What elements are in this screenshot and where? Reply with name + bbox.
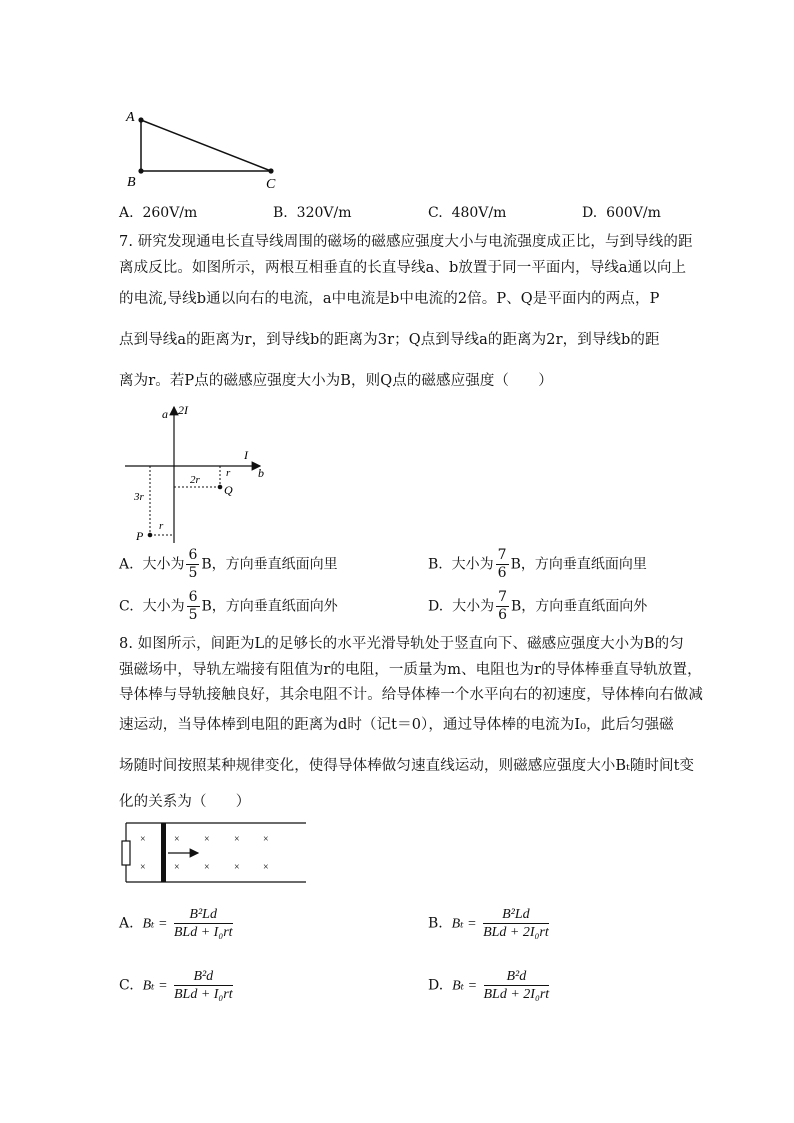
q7-option-c[interactable] xyxy=(119,589,338,624)
q7-option-a[interactable] xyxy=(119,547,338,582)
q8-option-c[interactable] xyxy=(119,968,235,1003)
cross: × xyxy=(140,834,146,845)
q8-line-1: 8. 如图所示，间距为L的足够长的水平光滑导轨处于竖直向下、磁感应强度大小为B的匀 xyxy=(119,636,684,652)
label-b: b xyxy=(258,466,264,480)
numerator: B²Ld xyxy=(174,906,233,924)
option-letter: A. xyxy=(119,205,134,221)
q7-line-3: 的电流,导线b通以向右的电流，a中电流是b中电流的2倍。P、Q是平面内的两点，P xyxy=(119,291,660,307)
option-prefix: 大小为 xyxy=(142,598,185,615)
option-letter: D. xyxy=(428,598,444,615)
denominator: 6 xyxy=(498,607,508,623)
option-letter: B. xyxy=(273,205,288,221)
denominator: BLd + 2I₀rt xyxy=(483,925,549,940)
cross: × xyxy=(174,834,180,845)
label-a: A xyxy=(126,110,135,125)
formula-lhs: Bₜ = xyxy=(452,978,478,994)
option-prefix: 大小为 xyxy=(451,556,494,573)
denominator: 5 xyxy=(188,607,198,623)
formula-lhs: Bₜ = xyxy=(142,978,168,994)
cross: × xyxy=(234,834,240,845)
cross: × xyxy=(234,862,240,873)
q8-line-4: 速运动，当导体棒到电阻的距离为d时（记t＝0），通过导体棒的电流为I₀，此后匀强磁 xyxy=(119,717,674,733)
label-p: P xyxy=(136,529,144,543)
numerator: 7 xyxy=(498,589,508,605)
cross: × xyxy=(204,862,210,873)
label-3r: 3r xyxy=(134,491,144,503)
denominator: 5 xyxy=(188,565,198,581)
fraction xyxy=(174,906,233,941)
q8-option-d[interactable] xyxy=(428,968,551,1003)
q8-line-2: 强磁场中，导轨左端接有阻值为r的电阻，一质量为m、电阻也为r的导体棒垂直导轨放置， xyxy=(119,662,702,678)
option-prefix: 大小为 xyxy=(452,598,495,615)
formula-lhs: Bₜ = xyxy=(142,916,168,932)
q7-line-5: 离为r。若P点的磁感应强度大小为B，则Q点的磁感应强度（ ） xyxy=(119,373,553,389)
numerator: B²d xyxy=(174,968,233,986)
q8-option-a[interactable] xyxy=(119,906,235,941)
formula-lhs: Bₜ = xyxy=(451,916,477,932)
option-letter: D. xyxy=(428,977,444,994)
label-r-bottom: r xyxy=(159,520,164,532)
fraction xyxy=(174,968,233,1003)
fraction xyxy=(496,589,509,624)
fraction xyxy=(484,968,550,1003)
option-suffix: B，方向垂直纸面向外 xyxy=(201,598,338,615)
denominator: BLd + I₀rt xyxy=(173,987,233,1002)
option-text: 480V/m xyxy=(451,205,507,221)
q6-option-c[interactable] xyxy=(428,205,506,221)
fraction xyxy=(186,547,199,582)
option-text: 600V/m xyxy=(606,205,661,221)
wires-figure xyxy=(120,400,280,550)
fraction xyxy=(483,906,549,941)
numerator: B²Ld xyxy=(483,906,549,924)
fraction xyxy=(496,547,509,582)
label-c: C xyxy=(266,177,276,192)
cross: × xyxy=(174,862,180,873)
label-i: I xyxy=(244,448,248,462)
numerator: 7 xyxy=(497,547,507,563)
q8-line-3: 导体棒与导轨接触良好，其余电阻不计。给导体棒一个水平向右的初速度，导体棒向右做减 xyxy=(119,687,703,703)
rail-figure xyxy=(118,818,314,890)
option-prefix: 大小为 xyxy=(142,556,185,573)
numerator: 6 xyxy=(188,547,198,563)
option-letter: C. xyxy=(428,205,443,221)
option-text: 320V/m xyxy=(296,205,352,221)
denominator: BLd + I₀rt xyxy=(173,925,233,940)
q6-option-d[interactable] xyxy=(582,205,661,221)
q7-line-2: 离成反比。如图所示，两根互相垂直的长直导线a、b放置于同一平面内，导线a通以向上 xyxy=(119,260,687,276)
label-q: Q xyxy=(224,483,233,497)
q7-line-4: 点到导线a的距离为r，到导线b的距离为3r；Q点到导线a的距离为2r，到导线b的距 xyxy=(119,332,660,348)
fraction xyxy=(187,589,200,624)
q8-option-b[interactable] xyxy=(428,906,551,941)
option-letter: B. xyxy=(428,556,443,573)
numerator: B²d xyxy=(484,968,550,986)
cross: × xyxy=(263,834,269,845)
q7-line-1: 7. 研究发现通电长直导线周围的磁场的磁感应强度大小与电流强度成正比，与到导线的距 xyxy=(119,234,693,250)
option-letter: C. xyxy=(119,977,134,994)
q8-line-5: 场随时间按照某种规律变化，使得导体棒做匀速直线运动，则磁感应强度大小Bₜ随时间t变 xyxy=(119,758,695,774)
option-letter: C. xyxy=(119,598,134,615)
cross: × xyxy=(204,834,210,845)
label-b: B xyxy=(127,175,136,190)
label-r-top: r xyxy=(226,467,231,479)
cross: × xyxy=(140,862,146,873)
option-suffix: B，方向垂直纸面向外 xyxy=(511,598,648,615)
cross: × xyxy=(263,862,269,873)
q7-option-b[interactable] xyxy=(428,547,647,582)
option-suffix: B，方向垂直纸面向里 xyxy=(510,556,647,573)
triangle-abc-figure xyxy=(110,105,310,195)
option-text: 260V/m xyxy=(142,205,198,221)
denominator: 6 xyxy=(497,565,507,581)
q8-line-6: 化的关系为（ ） xyxy=(119,794,251,810)
q7-option-d[interactable] xyxy=(428,589,647,624)
q6-option-a[interactable] xyxy=(119,205,197,221)
option-suffix: B，方向垂直纸面向里 xyxy=(201,556,338,573)
numerator: 6 xyxy=(188,589,198,605)
option-letter: D. xyxy=(582,205,598,221)
option-letter: A. xyxy=(119,915,134,932)
denominator: BLd + 2I₀rt xyxy=(483,987,550,1002)
label-a: a xyxy=(162,407,168,421)
option-letter: A. xyxy=(119,556,134,573)
label-2r: 2r xyxy=(190,474,200,486)
label-2i: 2I xyxy=(178,403,188,417)
q6-option-b[interactable] xyxy=(273,205,351,221)
option-letter: B. xyxy=(428,915,443,932)
